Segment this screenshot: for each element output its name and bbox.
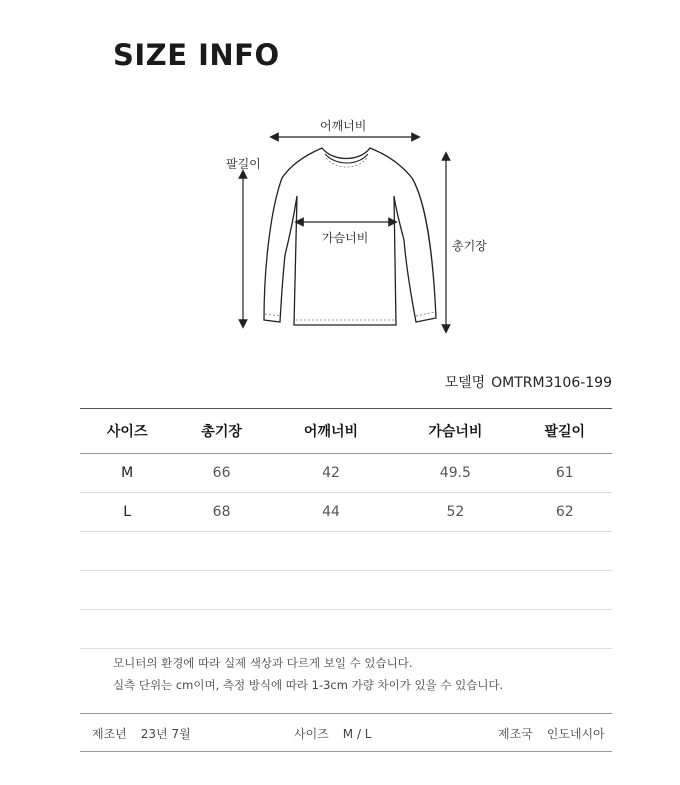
header-chest: 가슴너비	[393, 409, 517, 454]
size-table	[80, 408, 612, 649]
cell-length: 68	[174, 493, 268, 532]
cell-sleeve: 62	[518, 493, 612, 532]
model-number	[439, 372, 612, 392]
product-info-footer	[80, 713, 612, 752]
shirt-illustration	[0, 0, 680, 340]
empty-table-row	[80, 532, 612, 571]
model-label: 모델명	[444, 375, 486, 391]
chest-label: 가슴너비	[322, 231, 369, 245]
note-line: 모니터의 환경에 따라 실제 색상과 다르게 보일 수 있습니다.	[113, 656, 413, 670]
page-title: SIZE INFO	[113, 38, 280, 72]
made-date	[92, 725, 191, 742]
sleeve-label: 팔길이	[226, 157, 261, 171]
size-info	[294, 725, 372, 742]
cell-size: L	[80, 493, 174, 532]
shoulder-label: 어깨너비	[320, 119, 367, 133]
made-value: 23년 7월	[140, 727, 191, 741]
empty-table-row	[80, 610, 612, 649]
cell-length: 66	[174, 454, 268, 493]
cell-chest: 49.5	[393, 454, 517, 493]
garment-diagram	[0, 0, 680, 340]
size-label: 사이즈	[294, 727, 329, 741]
table-header-row	[80, 409, 612, 454]
header-sleeve: 팔길이	[518, 409, 612, 454]
table-row	[80, 454, 612, 493]
right-cuff-stitch	[416, 312, 434, 316]
cell-shoulder: 42	[269, 454, 393, 493]
header-size: 사이즈	[80, 409, 174, 454]
made-label: 제조년	[92, 727, 127, 741]
empty-table-row	[80, 571, 612, 610]
cell-shoulder: 44	[269, 493, 393, 532]
model-value: OMTRM3106-199	[491, 375, 612, 391]
header-length: 총기장	[174, 409, 268, 454]
length-label: 총기장	[452, 239, 487, 253]
cell-sleeve: 61	[518, 454, 612, 493]
country-label: 제조국	[498, 727, 533, 741]
size-value: M / L	[342, 727, 372, 741]
left-cuff-stitch	[265, 314, 281, 316]
country-info	[498, 725, 605, 742]
header-shoulder: 어깨너비	[269, 409, 393, 454]
cell-size: M	[80, 454, 174, 493]
country-value: 인도네시아	[546, 727, 605, 741]
measurement-notes	[113, 652, 503, 696]
table-row	[80, 493, 612, 532]
cell-chest: 52	[393, 493, 517, 532]
note-line: 실측 단위는 cm이며, 측정 방식에 따라 1-3cm 가량 차이가 있을 수 있습니다.	[113, 678, 504, 692]
